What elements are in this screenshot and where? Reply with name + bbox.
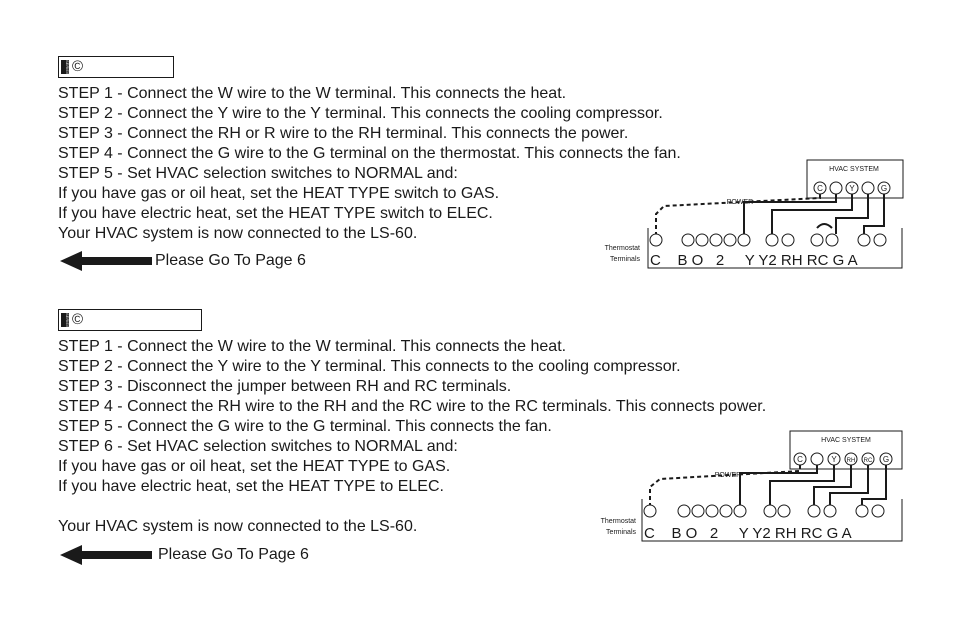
hvac-system-title: HVAC SYSTEM (821, 437, 871, 444)
hvac-terminal-rh: RH (846, 458, 856, 464)
step-line: STEP 2 - Connect the Y wire to the Y terminal. This connects to the cooling compressor. (58, 358, 681, 375)
thermostat-terminals (650, 234, 886, 246)
arrow-left-icon (60, 544, 152, 566)
hvac-terminal-rc: RC (863, 458, 873, 464)
step-line: STEP 3 - Disconnect the jumper between RH and RC terminals. (58, 378, 512, 395)
step-line: STEP 4 - Connect the G wire to the G terminal on the thermostat. This connects the fan. (58, 145, 681, 162)
hvac-terminal-c: C (817, 184, 823, 193)
step-line: If you have gas or oil heat, set the HEAT TYPE switch to GAS. (58, 185, 500, 202)
hvac-system-title: HVAC SYSTEM (829, 166, 879, 173)
step-line: If you have electric heat, set the HEAT TYPE to ELEC. (58, 478, 444, 495)
hvac-terminal-y: Y (831, 455, 837, 464)
copyright-symbol: © (72, 58, 84, 75)
series-tag: SERIES (61, 313, 69, 327)
thermostat-label-2: Terminals (606, 529, 636, 536)
step-list (58, 84, 681, 244)
step-line: STEP 3 - Connect the RH or R wire to the RH terminal. This connects the power. (58, 125, 629, 142)
wires (740, 465, 886, 505)
hvac-terminal-g: G (882, 455, 890, 464)
section-header-box (58, 309, 202, 331)
step-line: STEP 4 - Connect the RH wire to the RH and the RC wire to the RC terminals. This connects power. (58, 398, 767, 415)
step-line: If you have gas or oil heat, set the HEAT TYPE to GAS. (58, 458, 451, 475)
step-line: Your HVAC system is now connected to the LS-60. (58, 518, 418, 535)
power-label: POWER (714, 472, 742, 479)
step-line: STEP 1 - Connect the W wire to the W terminal. This connects the heat. (58, 85, 567, 102)
thermostat-label-1: Thermostat (600, 518, 636, 525)
step-line: STEP 5 - Connect the G wire to the G terminal. This connects the fan. (58, 418, 552, 435)
step-line: STEP 5 - Set HVAC selection switches to NORMAL and: (58, 165, 458, 182)
go-to-page-text: Please Go To Page 6 (158, 546, 309, 563)
thermostat-label-2: Terminals (610, 256, 640, 263)
step-line: STEP 1 - Connect the W wire to the W terminal. This connects the heat. (58, 338, 567, 355)
go-to-page-text: Please Go To Page 6 (155, 252, 306, 269)
step-line: If you have electric heat, set the HEAT TYPE switch to ELEC. (58, 205, 493, 222)
thermostat-terminals (644, 505, 884, 517)
wiring-diagram (592, 429, 922, 549)
hvac-terminal-g: G (880, 184, 888, 193)
copyright-symbol: © (72, 311, 84, 328)
thermostat-label-1: Thermostat (604, 245, 640, 252)
step-line: Your HVAC system is now connected to the LS-60. (58, 225, 418, 242)
power-label: POWER (726, 199, 754, 206)
hvac-terminal-c: C (797, 455, 803, 464)
terminal-row-labels: C B O 2 Y Y2 RH RC G A (650, 252, 858, 269)
step-line: STEP 6 - Set HVAC selection switches to NORMAL and: (58, 438, 458, 455)
hvac-terminals (794, 453, 892, 465)
series-tag: SERIES (61, 60, 69, 74)
wiring-section-2 (0, 253, 954, 562)
terminal-row-labels: C B O 2 Y Y2 RH RC G A (644, 525, 852, 542)
step-line: STEP 2 - Connect the Y wire to the Y terminal. This connects the cooling compressor. (58, 105, 663, 122)
section-header-box (58, 56, 174, 78)
hvac-terminal-y: Y (849, 184, 855, 193)
